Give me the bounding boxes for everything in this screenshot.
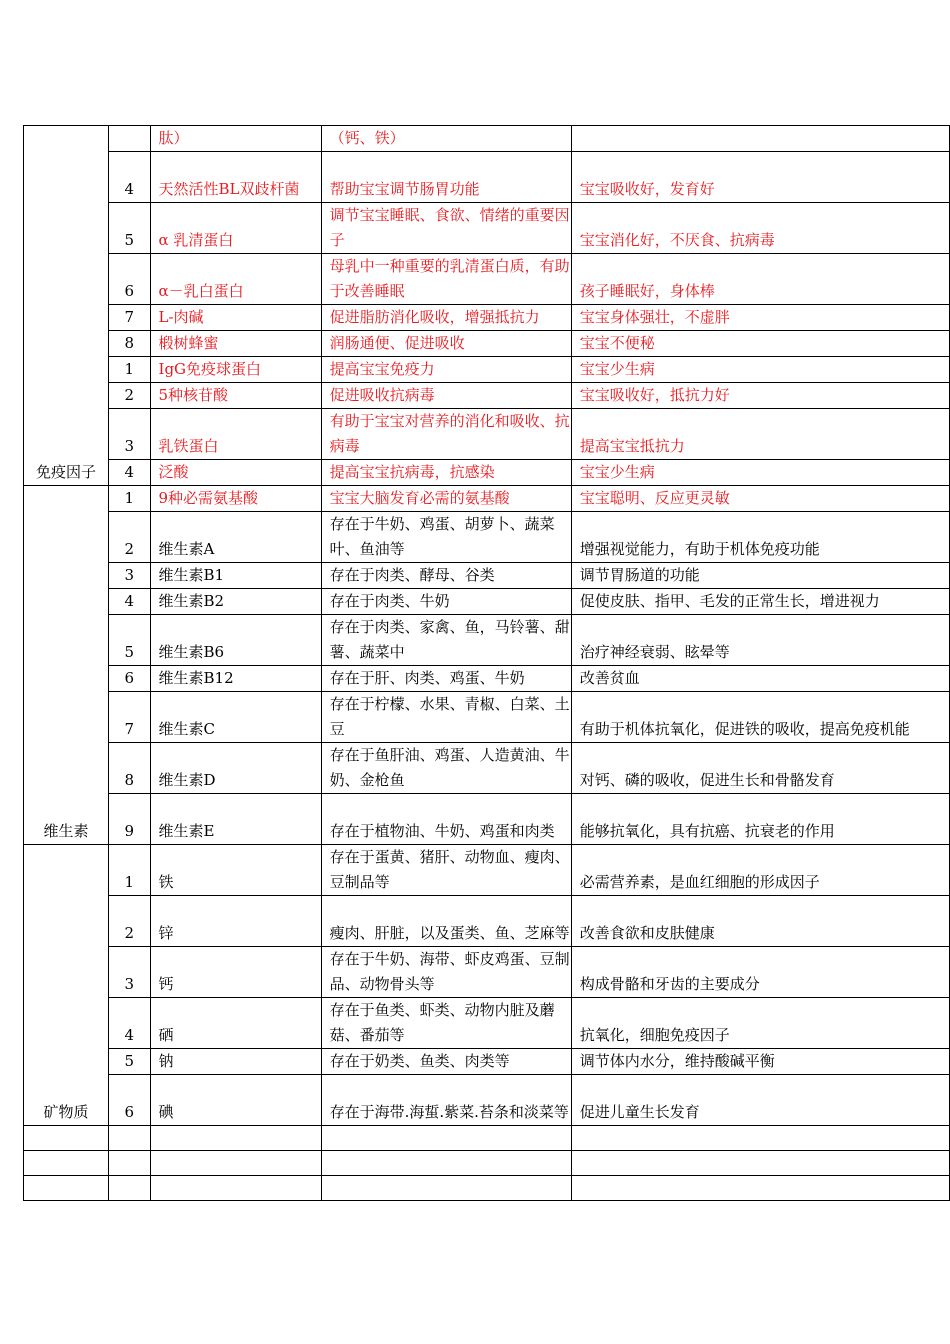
nutrient-name-cell: 维生素C bbox=[150, 692, 321, 743]
nutrient-name-cell: 钠 bbox=[150, 1049, 321, 1075]
table-row bbox=[24, 1126, 950, 1151]
effect-cell: 调节胃肠道的功能 bbox=[571, 563, 949, 589]
effect-cell: 构成骨骼和牙齿的主要成分 bbox=[571, 947, 949, 998]
index-cell: 4 bbox=[108, 152, 150, 203]
table-row bbox=[24, 896, 950, 947]
category-cell: 免疫因子 bbox=[24, 126, 109, 486]
source-cell: 存在于海带.海蜇.紫菜.苔条和淡菜等 bbox=[321, 1075, 571, 1126]
effect-cell: 宝宝聪明、反应更灵敏 bbox=[571, 486, 949, 512]
index-cell: 6 bbox=[108, 1075, 150, 1126]
table-row bbox=[24, 152, 950, 203]
effect-cell: 抗氧化，细胞免疫因子 bbox=[571, 998, 949, 1049]
nutrient-name-cell: 5种核苷酸 bbox=[150, 383, 321, 409]
effect-cell bbox=[571, 126, 949, 152]
table-row bbox=[24, 486, 950, 512]
source-cell: 帮助宝宝调节肠胃功能 bbox=[321, 152, 571, 203]
index-cell: 1 bbox=[108, 357, 150, 383]
index-cell: 1 bbox=[108, 845, 150, 896]
category-cell bbox=[24, 1126, 109, 1151]
nutrient-name-cell: 天然活性BL双歧杆菌 bbox=[150, 152, 321, 203]
index-cell bbox=[108, 126, 150, 152]
table-row bbox=[24, 998, 950, 1049]
source-cell: 存在于奶类、鱼类、肉类等 bbox=[321, 1049, 571, 1075]
nutrient-name-cell: 钙 bbox=[150, 947, 321, 998]
table-row bbox=[24, 512, 950, 563]
source-cell: 润肠通便、促进吸收 bbox=[321, 331, 571, 357]
nutrient-name-cell: 铁 bbox=[150, 845, 321, 896]
source-cell: 促进脂肪消化吸收，增强抵抗力 bbox=[321, 305, 571, 331]
effect-cell: 宝宝不便秘 bbox=[571, 331, 949, 357]
nutrient-name-cell: 维生素B1 bbox=[150, 563, 321, 589]
nutrient-name-cell: IgG免疫球蛋白 bbox=[150, 357, 321, 383]
nutrient-name-cell: L-肉碱 bbox=[150, 305, 321, 331]
nutrient-name-cell: 乳铁蛋白 bbox=[150, 409, 321, 460]
nutrient-name-cell: 维生素B2 bbox=[150, 589, 321, 615]
index-cell: 4 bbox=[108, 589, 150, 615]
category-cell bbox=[24, 1151, 109, 1176]
source-cell: 存在于蛋黄、猪肝、动物血、瘦肉、豆制品等 bbox=[321, 845, 571, 896]
index-cell: 2 bbox=[108, 896, 150, 947]
table-row bbox=[24, 666, 950, 692]
source-cell: 存在于牛奶、鸡蛋、胡萝卜、蔬菜叶、鱼油等 bbox=[321, 512, 571, 563]
effect-cell bbox=[571, 1151, 949, 1176]
source-cell: 有助于宝宝对营养的消化和吸收、抗病毒 bbox=[321, 409, 571, 460]
source-cell: 瘦肉、肝脏，以及蛋类、鱼、芝麻等 bbox=[321, 896, 571, 947]
table-row bbox=[24, 254, 950, 305]
index-cell: 3 bbox=[108, 947, 150, 998]
effect-cell: 改善贫血 bbox=[571, 666, 949, 692]
effect-cell: 孩子睡眠好，身体棒 bbox=[571, 254, 949, 305]
index-cell: 2 bbox=[108, 512, 150, 563]
index-cell: 6 bbox=[108, 254, 150, 305]
table-row bbox=[24, 409, 950, 460]
effect-cell: 提高宝宝抵抗力 bbox=[571, 409, 949, 460]
effect-cell: 增强视觉能力，有助于机体免疫功能 bbox=[571, 512, 949, 563]
effect-cell: 有助于机体抗氧化，促进铁的吸收，提高免疫机能 bbox=[571, 692, 949, 743]
effect-cell: 治疗神经衰弱、眩晕等 bbox=[571, 615, 949, 666]
table-row bbox=[24, 331, 950, 357]
table-row bbox=[24, 203, 950, 254]
index-cell: 4 bbox=[108, 460, 150, 486]
table-row bbox=[24, 1176, 950, 1201]
effect-cell: 宝宝消化好，不厌食、抗病毒 bbox=[571, 203, 949, 254]
effect-cell: 宝宝吸收好，发育好 bbox=[571, 152, 949, 203]
table-row bbox=[24, 563, 950, 589]
table-row bbox=[24, 357, 950, 383]
source-cell: 存在于鱼肝油、鸡蛋、人造黄油、牛奶、金枪鱼 bbox=[321, 743, 571, 794]
table-row bbox=[24, 794, 950, 845]
index-cell: 5 bbox=[108, 1049, 150, 1075]
source-cell bbox=[321, 1176, 571, 1201]
index-cell: 5 bbox=[108, 615, 150, 666]
index-cell: 2 bbox=[108, 383, 150, 409]
index-cell: 5 bbox=[108, 203, 150, 254]
source-cell: （钙、铁） bbox=[321, 126, 571, 152]
source-cell: 存在于牛奶、海带、虾皮鸡蛋、豆制品、动物骨头等 bbox=[321, 947, 571, 998]
nutrient-name-cell: 维生素B12 bbox=[150, 666, 321, 692]
source-cell: 存在于肉类、家禽、鱼，马铃薯、甜薯、蔬菜中 bbox=[321, 615, 571, 666]
index-cell: 3 bbox=[108, 409, 150, 460]
index-cell: 7 bbox=[108, 692, 150, 743]
index-cell: 7 bbox=[108, 305, 150, 331]
nutrient-name-cell: 锌 bbox=[150, 896, 321, 947]
category-cell bbox=[24, 1176, 109, 1201]
nutrient-name-cell: 肽） bbox=[150, 126, 321, 152]
source-cell: 提高宝宝免疫力 bbox=[321, 357, 571, 383]
category-cell: 矿物质 bbox=[24, 845, 109, 1126]
table-row bbox=[24, 845, 950, 896]
index-cell: 1 bbox=[108, 486, 150, 512]
nutrient-name-cell: 维生素B6 bbox=[150, 615, 321, 666]
source-cell: 存在于肝、肉类、鸡蛋、牛奶 bbox=[321, 666, 571, 692]
index-cell: 8 bbox=[108, 743, 150, 794]
nutrient-name-cell: α－乳白蛋白 bbox=[150, 254, 321, 305]
index-cell bbox=[108, 1176, 150, 1201]
nutrient-name-cell: α 乳清蛋白 bbox=[150, 203, 321, 254]
nutrient-name-cell: 维生素A bbox=[150, 512, 321, 563]
nutrient-name-cell bbox=[150, 1176, 321, 1201]
index-cell: 8 bbox=[108, 331, 150, 357]
table-row bbox=[24, 589, 950, 615]
index-cell: 3 bbox=[108, 563, 150, 589]
nutrient-table bbox=[23, 125, 950, 1201]
effect-cell: 宝宝少生病 bbox=[571, 357, 949, 383]
source-cell: 存在于肉类、酵母、谷类 bbox=[321, 563, 571, 589]
nutrient-name-cell: 椴树蜂蜜 bbox=[150, 331, 321, 357]
table-row bbox=[24, 947, 950, 998]
nutrient-name-cell: 9种必需氨基酸 bbox=[150, 486, 321, 512]
nutrient-name-cell: 硒 bbox=[150, 998, 321, 1049]
effect-cell: 宝宝吸收好，抵抗力好 bbox=[571, 383, 949, 409]
source-cell: 促进吸收抗病毒 bbox=[321, 383, 571, 409]
table-row bbox=[24, 1075, 950, 1126]
source-cell: 存在于柠檬、水果、青椒、白菜、土豆 bbox=[321, 692, 571, 743]
effect-cell: 对钙、磷的吸收，促进生长和骨骼发育 bbox=[571, 743, 949, 794]
table-row bbox=[24, 460, 950, 486]
source-cell: 宝宝大脑发育必需的氨基酸 bbox=[321, 486, 571, 512]
source-cell bbox=[321, 1151, 571, 1176]
source-cell: 存在于肉类、牛奶 bbox=[321, 589, 571, 615]
effect-cell: 必需营养素，是血红细胞的形成因子 bbox=[571, 845, 949, 896]
nutrient-name-cell: 维生素D bbox=[150, 743, 321, 794]
nutrient-name-cell: 维生素E bbox=[150, 794, 321, 845]
index-cell bbox=[108, 1151, 150, 1176]
effect-cell bbox=[571, 1126, 949, 1151]
table-row bbox=[24, 743, 950, 794]
effect-cell: 能够抗氧化，具有抗癌、抗衰老的作用 bbox=[571, 794, 949, 845]
nutrient-name-cell bbox=[150, 1126, 321, 1151]
table-row bbox=[24, 692, 950, 743]
effect-cell: 宝宝少生病 bbox=[571, 460, 949, 486]
table-row bbox=[24, 1049, 950, 1075]
table-row bbox=[24, 305, 950, 331]
source-cell: 调节宝宝睡眠、食欲、情绪的重要因子 bbox=[321, 203, 571, 254]
effect-cell: 宝宝身体强壮，不虚胖 bbox=[571, 305, 949, 331]
nutrient-name-cell: 泛酸 bbox=[150, 460, 321, 486]
category-cell: 维生素 bbox=[24, 486, 109, 845]
effect-cell: 调节体内水分，维持酸碱平衡 bbox=[571, 1049, 949, 1075]
index-cell: 4 bbox=[108, 998, 150, 1049]
nutrient-name-cell bbox=[150, 1151, 321, 1176]
source-cell bbox=[321, 1126, 571, 1151]
effect-cell bbox=[571, 1176, 949, 1201]
effect-cell: 促进儿童生长发育 bbox=[571, 1075, 949, 1126]
source-cell: 存在于鱼类、虾类、动物内脏及蘑菇、番茄等 bbox=[321, 998, 571, 1049]
table-row bbox=[24, 615, 950, 666]
index-cell: 6 bbox=[108, 666, 150, 692]
effect-cell: 促使皮肤、指甲、毛发的正常生长，增进视力 bbox=[571, 589, 949, 615]
source-cell: 提高宝宝抗病毒，抗感染 bbox=[321, 460, 571, 486]
table-row bbox=[24, 1151, 950, 1176]
effect-cell: 改善食欲和皮肤健康 bbox=[571, 896, 949, 947]
index-cell bbox=[108, 1126, 150, 1151]
nutrient-name-cell: 碘 bbox=[150, 1075, 321, 1126]
source-cell: 存在于植物油、牛奶、鸡蛋和肉类 bbox=[321, 794, 571, 845]
index-cell: 9 bbox=[108, 794, 150, 845]
table-row bbox=[24, 383, 950, 409]
source-cell: 母乳中一种重要的乳清蛋白质，有助于改善睡眠 bbox=[321, 254, 571, 305]
table-row bbox=[24, 126, 950, 152]
